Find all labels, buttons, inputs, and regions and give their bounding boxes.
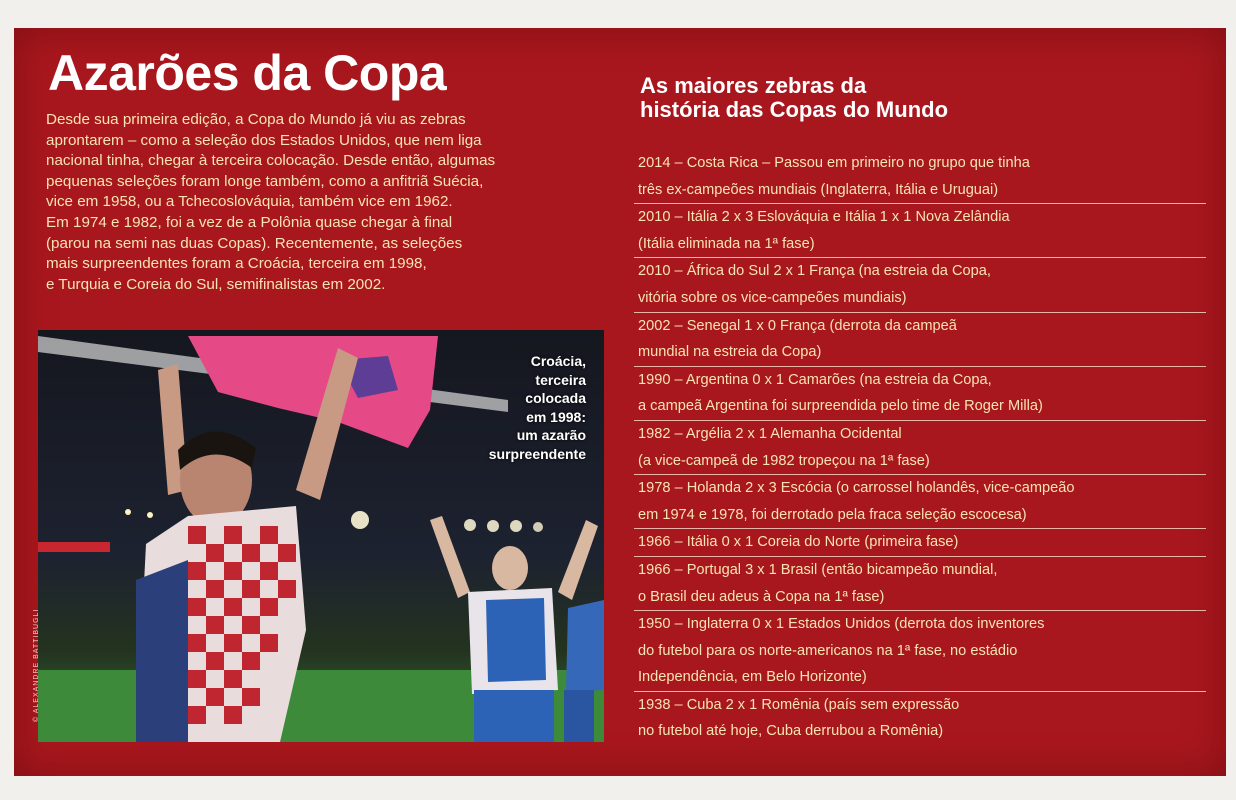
intro-paragraph — [46, 110, 602, 295]
upset-entry — [634, 204, 1206, 258]
upset-entry-line: 2010 – África do Sul 2 x 1 França (na estreia da Copa, — [638, 263, 991, 280]
intro-line: e Turquia e Coreia do Sul, semifinalistas em 2002. — [46, 275, 386, 293]
upset-entry-line: o Brasil deu adeus à Copa na 1ª fase) — [638, 588, 885, 605]
upset-entry — [634, 475, 1206, 529]
intro-line: Em 1974 e 1982, foi a vez de a Polônia quase chegar à final — [46, 213, 453, 231]
caption-line: Croácia, — [530, 353, 586, 369]
caption-line: um azarão — [516, 427, 586, 443]
upset-entry-line: no futebol até hoje, Cuba derrubou a Romênia) — [638, 723, 944, 740]
intro-line: (parou na semi nas duas Copas). Recentemente, as seleções — [46, 234, 463, 252]
list-title-line: história das Copas do Mundo — [640, 97, 949, 122]
upset-entry-line: (Itália eliminada na 1ª fase) — [638, 235, 815, 252]
upset-entry-line: em 1974 e 1978, foi derrotado pela fraca seleção escocesa) — [638, 506, 1027, 523]
intro-line: aprontarem – como a seleção dos Estados Unidos, que nem liga — [46, 131, 482, 149]
upset-entry-line: 2014 – Costa Rica – Passou em primeiro no grupo que tinha — [638, 155, 1030, 171]
upset-entry — [634, 313, 1206, 367]
intro-line: pequenas seleções foram longe também, como a anfitriã Suécia, — [46, 172, 484, 190]
caption-line: colocada — [525, 390, 586, 406]
upset-entry — [634, 611, 1206, 692]
upset-entry — [634, 258, 1206, 312]
upset-entry — [634, 150, 1206, 204]
upset-entry-line: três ex-campeões mundiais (Inglaterra, Itália e Uruguai) — [638, 181, 999, 198]
upset-entry-line: (a vice-campeã de 1982 tropeçou na 1ª fase) — [638, 452, 930, 469]
upset-entry-line: vitória sobre os vice-campeões mundiais) — [638, 289, 907, 306]
upsets-list — [634, 150, 1206, 745]
intro-line: vice em 1958, ou a Tchecoslováquia, também vice em 1962. — [46, 193, 453, 211]
upset-entry — [634, 367, 1206, 421]
intro-line: Desde sua primeira edição, a Copa do Mundo já viu as zebras — [46, 111, 466, 128]
upset-entry-line: 1966 – Portugal 3 x 1 Brasil (então bicampeão mundial, — [638, 561, 998, 578]
upset-entry-line: do futebol para os norte-americanos na 1ª fase, no estádio — [638, 642, 1018, 659]
upset-entry-line: 1938 – Cuba 2 x 1 Romênia (país sem expressão — [638, 696, 960, 713]
upset-entry — [634, 421, 1206, 475]
article-panel — [14, 28, 1226, 776]
upset-entry-line: 1966 – Itália 0 x 1 Coreia do Norte (primeira fase) — [638, 534, 959, 551]
upset-entry-line: a campeã Argentina foi surpreendida pelo time de Roger Milla) — [638, 398, 1043, 415]
upset-entry-line: 1978 – Holanda 2 x 3 Escócia (o carrossel holandês, vice-campeão — [638, 480, 1075, 497]
caption-line: surpreendente — [488, 445, 586, 462]
upset-entry-line: mundial na estreia da Copa) — [638, 344, 822, 361]
upset-entry-line: 1990 – Argentina 0 x 1 Camarões (na estreia da Copa, — [638, 371, 992, 388]
list-title — [640, 74, 948, 122]
upset-entry-line: 2010 – Itália 2 x 3 Eslováquia e Itália 1 x 1 Nova Zelândia — [638, 209, 1010, 226]
upset-entry — [634, 557, 1206, 611]
upset-entry — [634, 692, 1206, 745]
upset-entry — [634, 529, 1206, 557]
upset-entry-line: 1982 – Argélia 2 x 1 Alemanha Ocidental — [638, 425, 902, 442]
photo-caption — [446, 352, 586, 463]
article-title: Azarões da Copa — [48, 45, 447, 101]
caption-line: em 1998: — [526, 408, 586, 425]
intro-line: nacional tinha, chegar à terceira colocação. Desde então, algumas — [46, 152, 496, 170]
photo-credit: © ALEXANDRE BATTIBUGLI — [33, 608, 40, 722]
upset-entry-line: 1950 – Inglaterra 0 x 1 Estados Unidos (derrota dos inventores — [638, 616, 1045, 633]
caption-line: terceira — [535, 371, 586, 388]
intro-line: mais surpreendentes foram a Croácia, terceira em 1998, — [46, 255, 427, 273]
upset-entry-line: Independência, em Belo Horizonte) — [638, 669, 867, 686]
croatia-celebration-photo — [33, 330, 604, 742]
upset-entry-line: 2002 – Senegal 1 x 0 França (derrota da campeã — [638, 317, 957, 334]
list-title-line: As maiores zebras da — [640, 73, 867, 98]
